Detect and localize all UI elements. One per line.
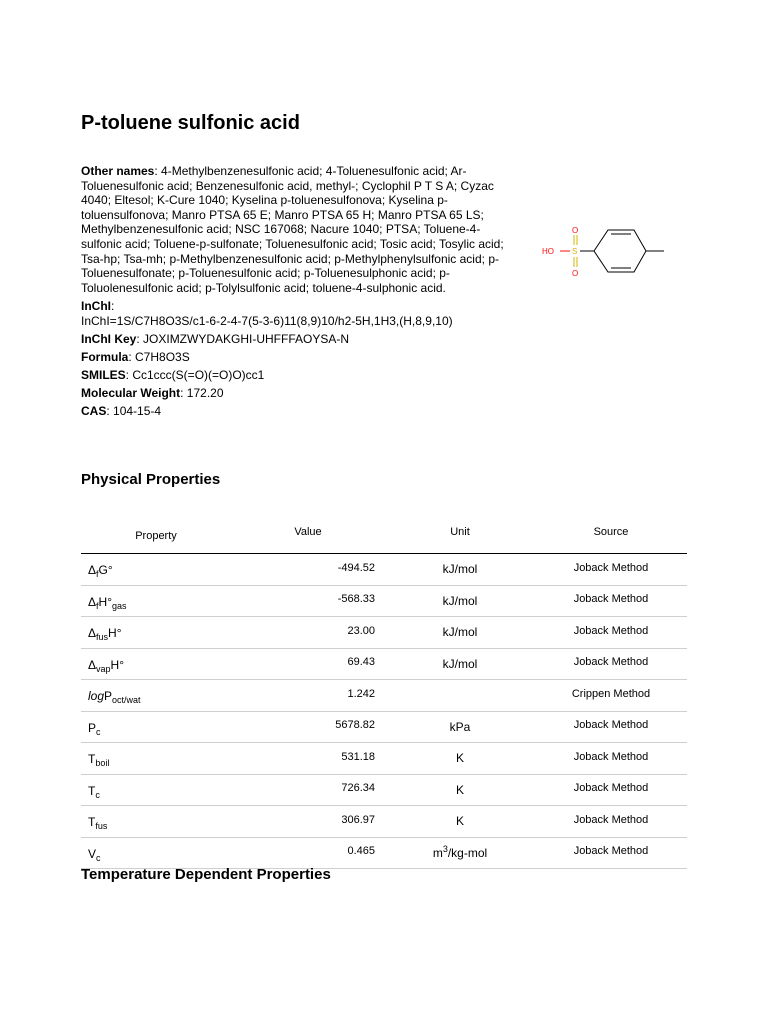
header-source: Source xyxy=(535,517,687,554)
inchikey-label: InChI Key xyxy=(81,331,137,346)
inchi-label: InChI xyxy=(81,298,111,313)
property-prefix: Δ xyxy=(88,594,97,609)
property-symbol: T xyxy=(88,783,96,798)
cell-unit xyxy=(385,711,535,743)
cell-source: Joback Method xyxy=(535,806,687,838)
property-symbol: P xyxy=(104,689,113,704)
unit-text: K xyxy=(455,782,464,797)
table-row xyxy=(81,585,687,617)
cell-source: Joback Method xyxy=(535,585,687,617)
property-symbol: T xyxy=(88,815,96,830)
property-subscript-trailing: fus xyxy=(95,821,108,832)
table-row xyxy=(81,648,687,680)
cell-value: 306.97 xyxy=(231,806,385,838)
cell-value: 1.242 xyxy=(231,680,385,712)
property-subscript-trailing: c xyxy=(95,789,100,800)
cell-value: 0.465 xyxy=(231,837,385,869)
cell-property xyxy=(81,806,231,838)
unit-text: K xyxy=(455,751,464,766)
smiles-value: Cc1ccc(S(=O)(=O)O)cc1 xyxy=(132,368,265,383)
table-row xyxy=(81,837,687,869)
formula-value: C7H8O3S xyxy=(135,349,190,364)
property-subscript-trailing: gas xyxy=(112,600,127,611)
cell-value: 5678.82 xyxy=(231,711,385,743)
molecule-structure-image xyxy=(536,218,676,284)
unit-text: kPa xyxy=(449,719,471,734)
cell-unit xyxy=(385,617,535,649)
smiles-label: SMILES xyxy=(81,368,126,383)
property-subscript-trailing: c xyxy=(96,852,101,863)
property-symbol: P xyxy=(88,720,97,735)
table-row xyxy=(81,711,687,743)
inchi-value: InChI=1S/C7H8O3S/c1-6-2-4-7(5-3-6)11(8,9)10/h2-5H,1H3,(H,8,9,10) xyxy=(81,313,453,328)
unit-text: m xyxy=(432,845,443,860)
table-row xyxy=(81,554,687,586)
cell-unit xyxy=(385,806,535,838)
property-symbol: G° xyxy=(98,563,113,578)
header-value: Value xyxy=(231,517,385,554)
table-row xyxy=(81,743,687,775)
cas-value: 104-15-4 xyxy=(113,404,162,419)
molecule-label-o-top: O xyxy=(572,226,579,235)
cell-source: Joback Method xyxy=(535,837,687,869)
property-prefix: Δ xyxy=(88,626,97,641)
temperature-dependent-properties-heading: Temperature Dependent Properties xyxy=(81,866,331,883)
mw-row: Molecular Weight: 172.20 xyxy=(81,386,224,401)
cell-property xyxy=(81,774,231,806)
physical-properties-table xyxy=(81,517,687,869)
unit-text: kJ/mol xyxy=(442,562,478,577)
inchikey-value: JOXIMZWYDAKGHI-UHFFFAOYSA-N xyxy=(143,331,350,346)
property-symbol: H° xyxy=(108,626,122,641)
cell-value: 531.18 xyxy=(231,743,385,775)
cell-unit xyxy=(385,837,535,869)
cell-source: Joback Method xyxy=(535,617,687,649)
formula-row: Formula: C7H8O3S xyxy=(81,349,190,364)
property-prefix: Δ xyxy=(88,657,97,672)
cell-unit xyxy=(385,648,535,680)
cell-property xyxy=(81,680,231,712)
property-italic: log xyxy=(88,689,105,704)
table-row xyxy=(81,680,687,712)
property-subscript-trailing: boil xyxy=(95,758,110,769)
property-subscript-trailing: oct/wat xyxy=(112,695,141,706)
cell-value: -494.52 xyxy=(231,554,385,586)
table-row xyxy=(81,617,687,649)
molecule-label-s: S xyxy=(572,247,578,256)
cell-unit xyxy=(385,585,535,617)
compound-info xyxy=(81,164,506,423)
cell-source: Crippen Method xyxy=(535,680,687,712)
cell-property xyxy=(81,554,231,586)
property-subscript: f xyxy=(96,600,99,611)
unit-text: kJ/mol xyxy=(442,625,478,640)
table-body xyxy=(81,554,687,869)
cell-property xyxy=(81,711,231,743)
cell-value: -568.33 xyxy=(231,585,385,617)
cell-property xyxy=(81,585,231,617)
cell-property xyxy=(81,648,231,680)
property-symbol: H° xyxy=(98,594,112,609)
property-subscript-trailing: c xyxy=(96,726,101,737)
property-symbol: V xyxy=(88,846,97,861)
cell-source: Joback Method xyxy=(535,648,687,680)
cell-value: 726.34 xyxy=(231,774,385,806)
formula-label: Formula xyxy=(81,349,129,364)
table-header-row xyxy=(81,517,687,554)
cell-unit xyxy=(385,743,535,775)
cell-property xyxy=(81,743,231,775)
mw-label: Molecular Weight xyxy=(81,386,181,401)
cas-row: CAS: 104-15-4 xyxy=(81,404,162,419)
property-symbol: T xyxy=(88,752,96,767)
cell-value: 23.00 xyxy=(231,617,385,649)
unit-text: kJ/mol xyxy=(442,593,478,608)
header-property: Property xyxy=(81,517,231,554)
cell-value: 69.43 xyxy=(231,648,385,680)
property-subscript: vap xyxy=(96,663,111,674)
property-subscript: f xyxy=(96,569,99,580)
header-unit: Unit xyxy=(385,517,535,554)
property-symbol: H° xyxy=(110,657,124,672)
cas-label: CAS xyxy=(81,404,107,419)
cell-source: Joback Method xyxy=(535,743,687,775)
unit-text: kJ/mol xyxy=(442,656,478,671)
table-row xyxy=(81,806,687,838)
inchi-row: InChI: InChI=1S/C7H8O3S/c1-6-2-4-7(5-3-6)11(8,9)10/h2-5H,1H3,(H,8,9,10) xyxy=(81,298,453,328)
cell-unit xyxy=(385,680,535,712)
other-names-label: Other names xyxy=(81,164,155,178)
molecule-label-ho: HO xyxy=(542,247,554,256)
cell-source: Joback Method xyxy=(535,554,687,586)
cell-unit xyxy=(385,554,535,586)
cell-unit xyxy=(385,774,535,806)
other-names-value: 4-Methylbenzenesulfonic acid; 4-Toluenesulfonic acid; Ar-Toluenesulfonic acid; Benzenesulfonic acid, methyl-; Cyclophil P T S A; Cyzac 4040; Eltesol; K-Cure 1040; Kyselina p-toluenesulfonova; Kyselina p-toluensulfonova; Manro PTSA 65 E; Manro PTSA 65 H; Manro PTSA 65 LS; Methylbenzenesulfonic acid; NSC 167068; Nacure 1040; PTSA; Toluene-4-sulfonic acid; Toluene-p-sulfonate; Toluenesulfonic acid; Tosic acid; Tosylic acid; Tsa-hp; Tsa-mh; p-Methylbenzenesulfonic acid; p-Methylphenylsulfonic acid; p-Toluenesulfonate; p-Toluenesulfonic acid; p-Toluenesulphonic acid; p-Toluolenesulfonic acid; p-Tolylsulfonic acid; toluene-4-sulphonic acid. xyxy=(81,164,504,295)
cell-property xyxy=(81,617,231,649)
table-row xyxy=(81,774,687,806)
unit-text-rest: /kg-mol xyxy=(447,845,488,860)
property-subscript: fus xyxy=(96,632,109,643)
property-prefix: Δ xyxy=(88,563,97,578)
unit-text: K xyxy=(455,814,464,829)
unit-superscript: 3 xyxy=(442,843,448,854)
cell-source: Joback Method xyxy=(535,711,687,743)
cell-property xyxy=(81,837,231,869)
page-title: P-toluene sulfonic acid xyxy=(81,112,300,134)
molecule-label-o-bottom: O xyxy=(572,269,579,278)
smiles-row: SMILES: Cc1ccc(S(=O)(=O)O)cc1 xyxy=(81,368,265,383)
other-names-row: Other names: 4-Methylbenzenesulfonic acid; 4-Toluenesulfonic acid; Ar-Toluenesulfonic acid; Benzenesulfonic acid, methyl-; Cyclophil P T S A; Cyzac 4040; Eltesol; K-Cure 1040; Kyselina p-toluenesulfonova; Kyselina p-toluensulfonova; Manro PTSA 65 E; Manro PTSA 65 H; Manro PTSA 65 LS; Methylbenzenesulfonic acid; NSC 167068; Nacure 1040; PTSA; Toluene-4-sulfonic acid; Toluene-p-sulfonate; Toluenesulfonic acid; Tosic acid; Tosylic acid; Tsa-hp; Tsa-mh; p-Methylbenzenesulfonic acid; p-Methylphenylsulfonic acid; p-Toluenesulfonate; p-Toluenesulfonic acid; p-Toluenesulphonic acid; p-Toluolenesulfonic acid; p-Tolylsulfonic acid; toluene-4-sulphonic acid. xyxy=(81,164,504,295)
inchikey-row: InChI Key: JOXIMZWYDAKGHI-UHFFFAOYSA-N xyxy=(81,331,350,346)
cell-source: Joback Method xyxy=(535,774,687,806)
mw-value: 172.20 xyxy=(186,386,224,401)
physical-properties-heading: Physical Properties xyxy=(81,471,221,488)
